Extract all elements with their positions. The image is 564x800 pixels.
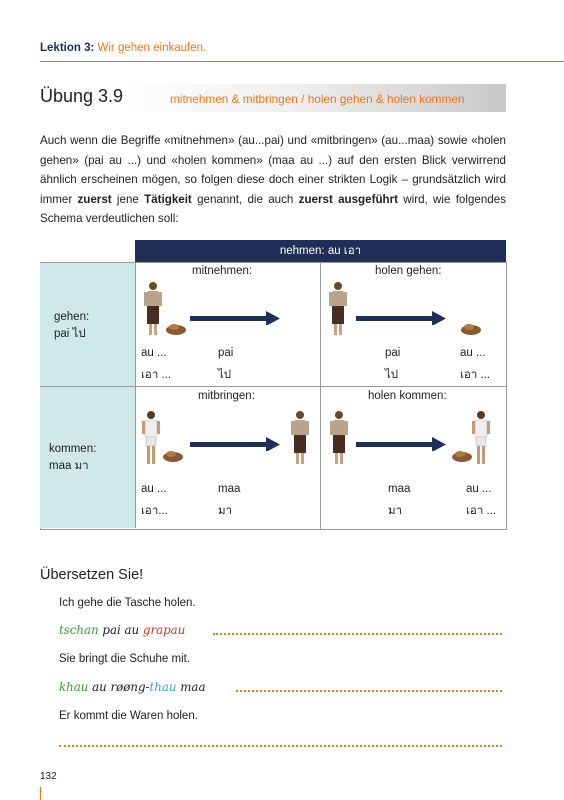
- word-de: au ...: [141, 347, 167, 359]
- woman-figure-icon: [290, 410, 310, 466]
- man-figure-icon: [471, 410, 491, 466]
- word-thai: มา: [218, 505, 233, 517]
- word-de: pai: [385, 347, 401, 359]
- intro-text: jene: [111, 192, 145, 206]
- answer-word: khau: [59, 680, 89, 694]
- intro-text: Auch wenn die Begriffe «mitnehmen» (au...pai) und «mitbringen» (au...maa) sowie «holen gehen» (pai au ...) und «holen kommen» (maa au ...) auf den ersten Blick verwirrend ähnlich erscheinen mögen, so folgen diese doch einer strikten Logik – grundsätzlich wird immer: [40, 134, 506, 206]
- word-de: au ...: [460, 347, 486, 359]
- arrow-icon: [190, 311, 280, 325]
- cell-title: holen kommen:: [368, 390, 447, 402]
- intro-bold: zuerst ausgeführt: [298, 192, 398, 206]
- woman-figure-icon: [329, 410, 349, 466]
- word-de: pai: [218, 347, 234, 359]
- word-thai: ไป: [385, 369, 399, 381]
- word-de: au ...: [141, 483, 167, 495]
- bag-icon: [165, 320, 187, 336]
- answer-word: au: [92, 680, 107, 694]
- answer-word: pai: [102, 623, 121, 637]
- lesson-header: [40, 42, 206, 54]
- answer-word: røøng-: [110, 680, 150, 694]
- answer-line[interactable]: [59, 623, 185, 637]
- bag-icon: [460, 320, 482, 336]
- row-label-de: gehen:: [54, 311, 90, 323]
- row-label-text: [54, 309, 89, 343]
- answer-line[interactable]: [59, 680, 206, 694]
- word-thai: เอา ...: [466, 505, 497, 517]
- row-label-text: [49, 441, 96, 475]
- intro-paragraph: [40, 131, 506, 229]
- cell-title: mitbringen:: [198, 390, 255, 402]
- word-thai: มา: [388, 505, 403, 517]
- woman-figure-icon: [143, 281, 163, 337]
- table-divider: [320, 262, 321, 529]
- sentence: Ich gehe die Tasche holen.: [59, 597, 196, 609]
- word-thai: ไป: [218, 369, 232, 381]
- word-de: maa: [218, 483, 241, 495]
- arrow-icon: [356, 437, 446, 451]
- table-header: nehmen: au เอา: [135, 240, 506, 262]
- arrow-icon: [190, 437, 280, 451]
- woman-figure-icon: [328, 281, 348, 337]
- row-label-de: kommen:: [49, 443, 97, 455]
- sentence: Sie bringt die Schuhe mit.: [59, 653, 191, 665]
- intro-text: wird, wie folgendes Schema verdeutlichen soll:: [40, 192, 506, 225]
- lesson-title: Wir gehen einkaufen.: [97, 42, 207, 54]
- table-divider: [40, 386, 506, 387]
- answer-word: maa: [180, 680, 206, 694]
- header-rule: [40, 61, 564, 62]
- answer-word: thau: [149, 680, 177, 694]
- word-thai: เอา...: [141, 505, 168, 517]
- word-de: au ...: [466, 483, 492, 495]
- word-de: maa: [388, 483, 411, 495]
- answer-word: grapau: [142, 623, 186, 637]
- section-title: Übersetzen Sie!: [40, 567, 144, 583]
- intro-bold: zuerst: [77, 192, 112, 206]
- word-thai: เอา ...: [460, 369, 491, 381]
- lesson-label: Lektion 3:: [40, 42, 95, 54]
- word-thai: เอา ...: [141, 369, 172, 381]
- intro-text: genannt, die auch: [191, 192, 299, 206]
- cell-title: mitnehmen:: [192, 265, 253, 277]
- answer-word: tschan: [59, 623, 99, 637]
- answer-dotted-line: [236, 690, 502, 692]
- answer-dotted-line[interactable]: [59, 745, 502, 747]
- bag-icon: [451, 447, 473, 463]
- page-rule: [40, 787, 41, 800]
- cell-title: holen gehen:: [375, 265, 442, 277]
- answer-dotted-line: [213, 633, 502, 635]
- exercise-number: Übung 3.9: [40, 86, 124, 106]
- man-figure-icon: [141, 410, 161, 466]
- sentence: Er kommt die Waren holen.: [59, 710, 198, 722]
- row-label-thai: pai ไป: [54, 328, 86, 340]
- intro-bold: Tätigkeit: [144, 192, 192, 206]
- arrow-icon: [356, 311, 446, 325]
- bag-icon: [162, 447, 184, 463]
- exercise-title: mitnehmen & mitbringen / holen gehen & holen kommen: [170, 92, 465, 106]
- answer-word: au: [124, 623, 140, 637]
- row-label-thai: maa มา: [49, 460, 89, 472]
- page-number: 132: [40, 771, 57, 782]
